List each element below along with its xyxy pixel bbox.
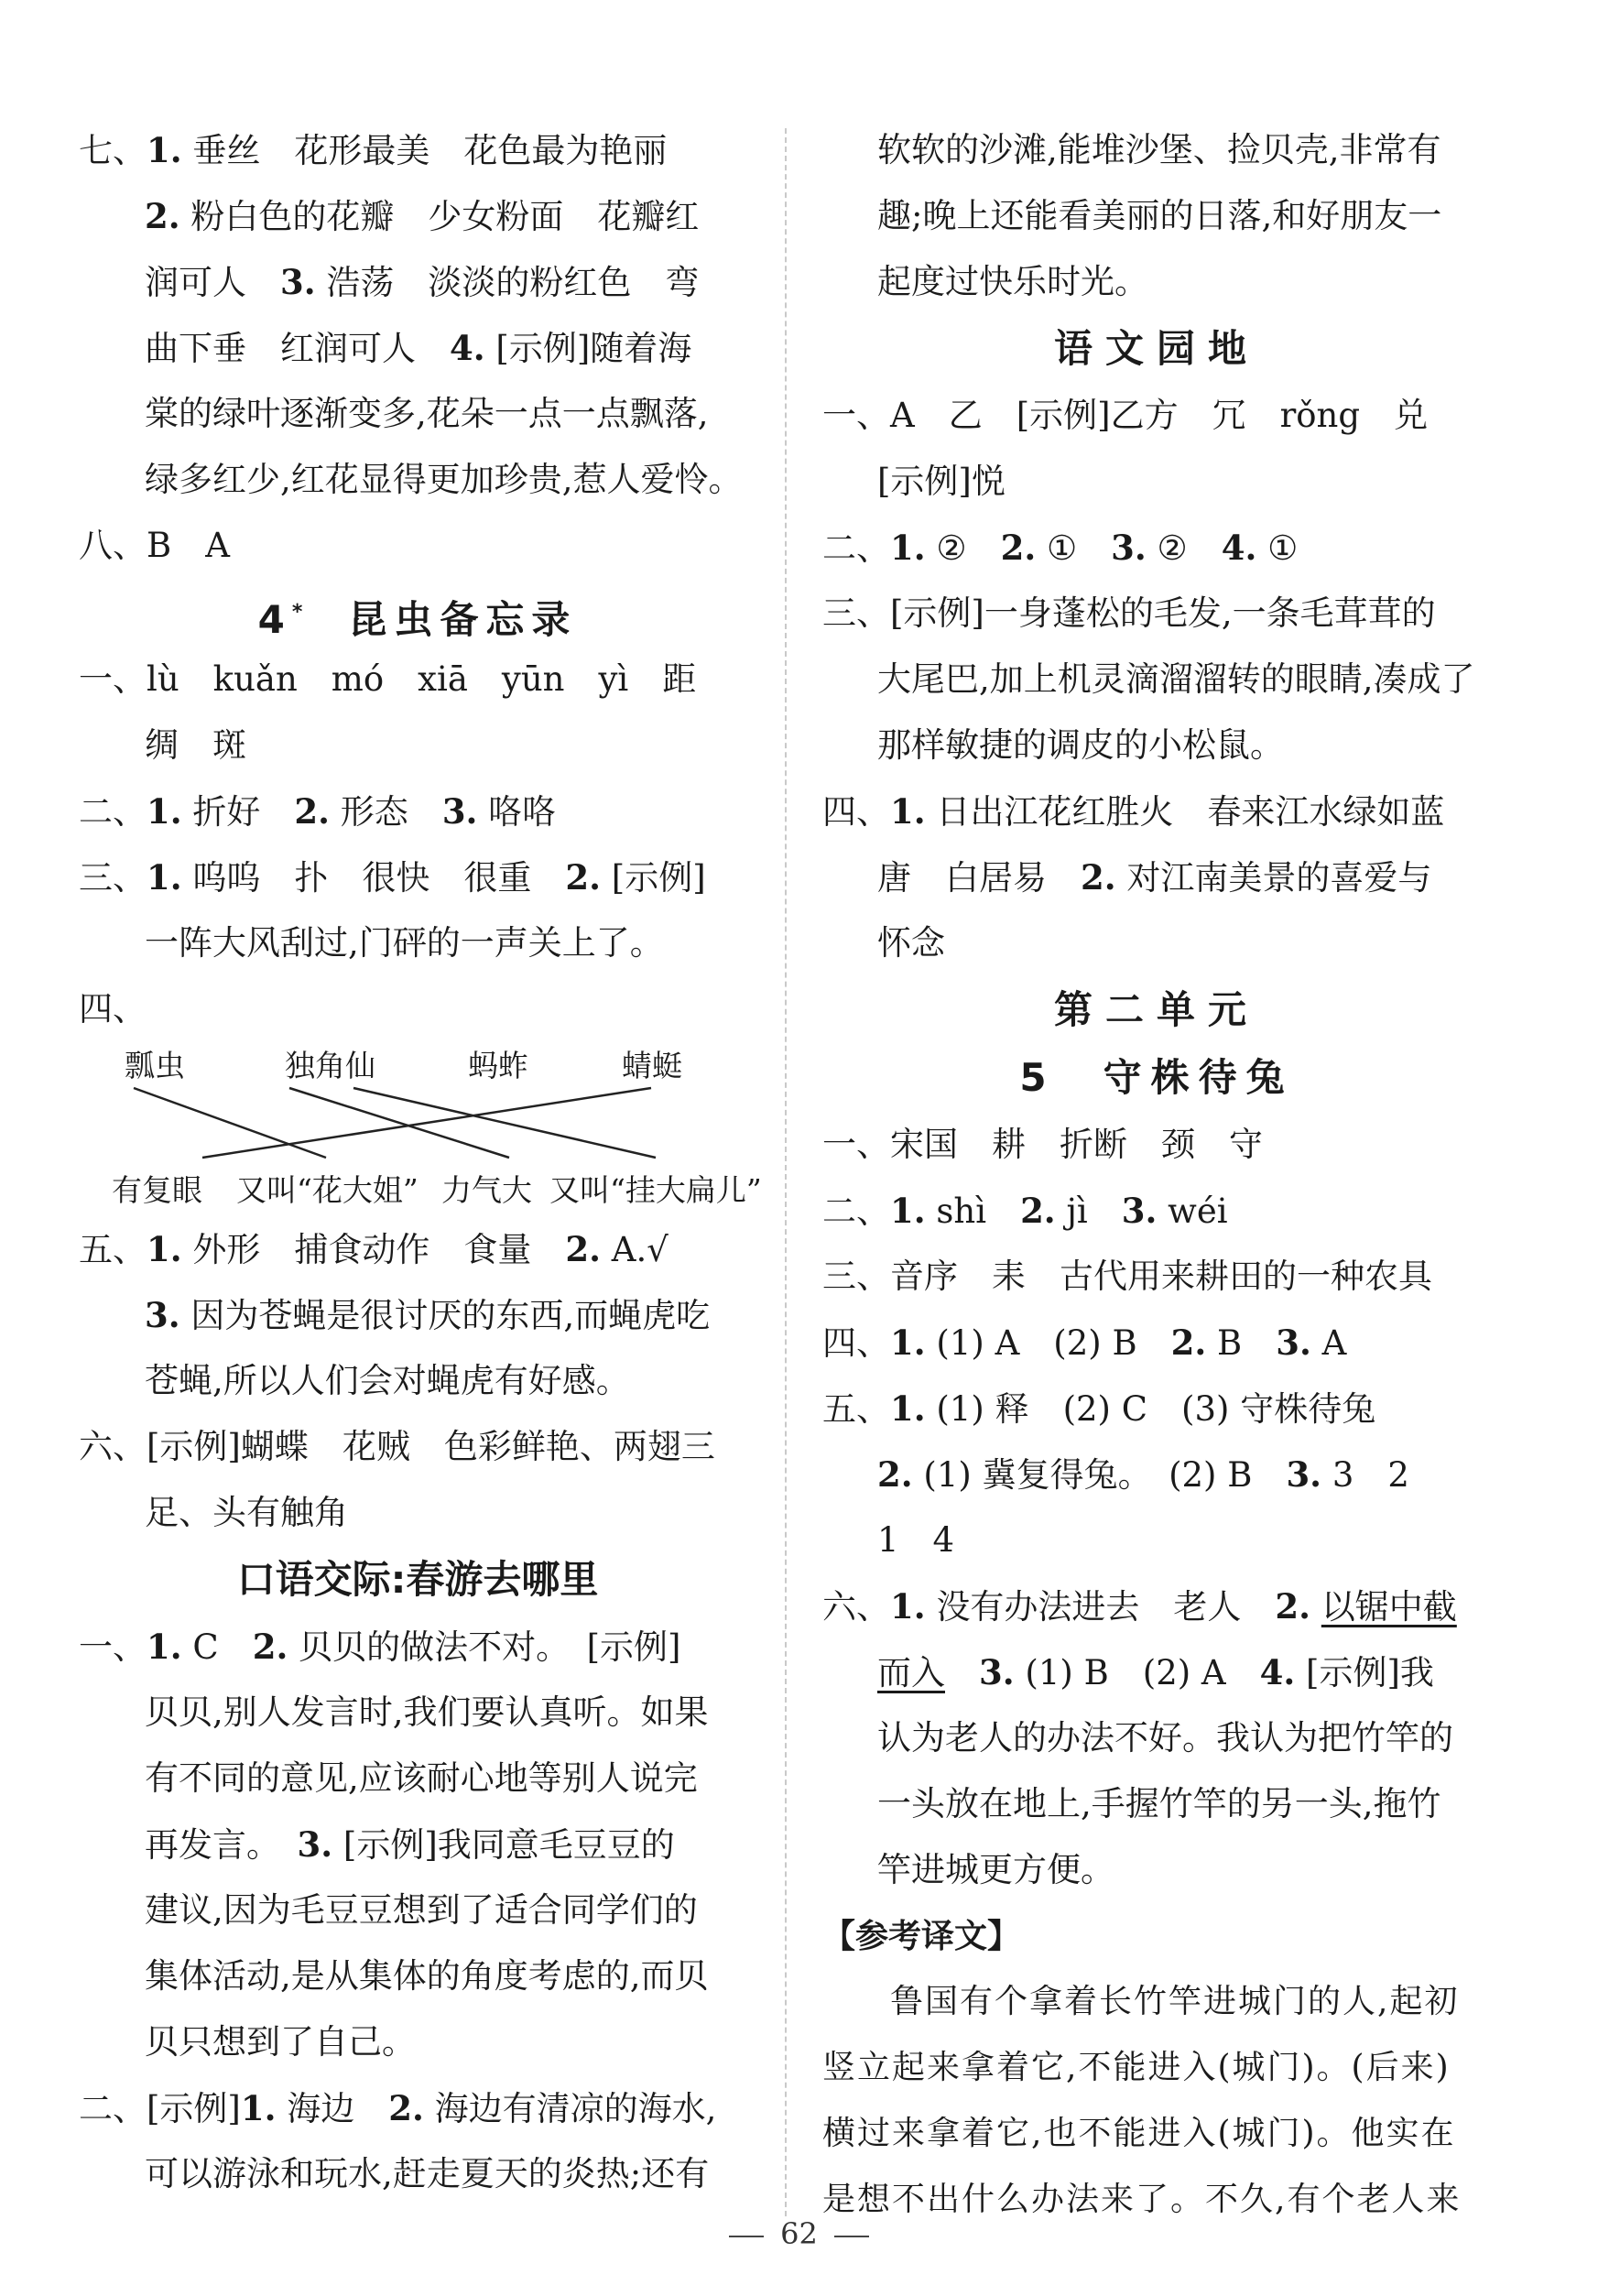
- answer-line: 再发言。 3. [示例]我同意毛豆豆的: [145, 1824, 675, 1865]
- answer-line: 一、1. C 2. 贝贝的做法不对。 [示例]: [79, 1627, 681, 1667]
- match-line: [134, 1088, 326, 1158]
- chinese-garden-title: 语文园地: [1053, 326, 1259, 371]
- match-bottom-item: 力气大: [441, 1172, 532, 1208]
- translation-line: 鲁国有个拿着长竹竿进城门的人,起初: [890, 1983, 1460, 2020]
- answer-line: 绿多红少,红花显得更加珍贵,惹人爱怜。: [145, 460, 743, 499]
- answer-line: 绸 斑: [145, 725, 246, 765]
- lesson-5-title: 5 守株待兔: [1019, 1055, 1294, 1100]
- answer-line: 五、1. (1) 释 (2) C (3) 守株待兔: [822, 1388, 1376, 1429]
- right-column: [822, 117, 1491, 2233]
- match-bottom-item: 有复眼: [112, 1172, 202, 1208]
- reference-translation-heading: 【参考译文】: [822, 1918, 1021, 1955]
- answer-line: 可以游泳和玩水,赶走夏天的炎热;还有: [145, 2154, 710, 2193]
- left-column: [79, 117, 762, 2207]
- answer-line: 三、[示例]一身蓬松的毛发,一条毛茸茸的: [822, 593, 1436, 633]
- match-top-item: 独角仙: [285, 1048, 375, 1083]
- answer-line: 竿进城更方便。: [877, 1850, 1114, 1889]
- answer-line: 四、1. 日出江花红胜火 春来江水绿如蓝: [822, 791, 1445, 832]
- oral-communication-title: 口语交际:春游去哪里: [236, 1557, 599, 1602]
- answer-line: 建议,因为毛豆豆想到了适合同学们的: [145, 1890, 698, 1930]
- unit-two-title: 第二单元: [1053, 987, 1259, 1032]
- answer-line: 四、: [79, 989, 147, 1028]
- answer-line: 有不同的意见,应该耐心地等别人说完: [145, 1758, 698, 1798]
- answer-line: 二、1. 折好 2. 形态 3. 咯咯: [79, 791, 557, 832]
- answer-line: 1 4: [877, 1520, 955, 1560]
- answer-line: 一、A 乙 [示例]乙方 冗 rǒng 兑: [822, 396, 1429, 435]
- answer-line: 一阵大风刮过,门砰的一声关上了。: [145, 923, 664, 963]
- answer-line: 八、B A: [79, 526, 230, 565]
- answer-line: 棠的绿叶逐渐变多,花朵一点一点飘落,: [145, 394, 709, 433]
- answer-line: 四、1. (1) A (2) B 2. B 3. A: [822, 1322, 1347, 1363]
- answer-line: 一、宋国 耕 折断 颈 守: [822, 1125, 1263, 1164]
- match-top-item: 蜻蜓: [622, 1048, 682, 1083]
- matching-diagram: [79, 1042, 762, 1216]
- column-divider: [785, 128, 787, 2216]
- match-bottom-item: 又叫“花大姐”: [236, 1172, 419, 1208]
- answer-line: 曲下垂 红润可人 4. [示例]随着海: [145, 328, 692, 368]
- answer-line: 起度过快乐时光。: [877, 262, 1148, 301]
- answer-line: 那样敏捷的调皮的小松鼠。: [877, 725, 1284, 765]
- answer-line: 七、1. 垂丝 花形最美 花色最为艳丽: [79, 130, 668, 170]
- answer-line: 唐 白居易 2. 对江南美景的喜爱与: [877, 857, 1432, 898]
- answer-line: 苍蝇,所以人们会对蝇虎有好感。: [145, 1361, 630, 1400]
- answer-line: 集体活动,是从集体的角度考虑的,而贝: [145, 1956, 709, 1996]
- page-number: 62: [780, 2216, 818, 2251]
- translation-line: 竖立起来拿着它,不能进入(城门)。(后来): [822, 2049, 1451, 2086]
- answer-line: 六、[示例]蝴蝶 花贼 色彩鲜艳、两翅三: [79, 1427, 715, 1466]
- answer-line: 二、1. ② 2. ① 3. ② 4. ①: [822, 528, 1299, 568]
- answer-line: 二、1. shì 2. jì 3. wéi: [822, 1191, 1228, 1231]
- answer-line: 二、[示例]1. 海边 2. 海边有清凉的海水,: [79, 2088, 717, 2128]
- footer-dash: [834, 2236, 869, 2237]
- answer-line: 贝只想到了自己。: [145, 2022, 416, 2062]
- match-line: [202, 1088, 651, 1158]
- answer-line: [示例]悦: [877, 462, 1006, 501]
- answer-line: 六、1. 没有办法进去 老人 2. 以锯中截: [822, 1586, 1457, 1627]
- answer-line: 足、头有触角: [145, 1493, 348, 1532]
- answer-line: 五、1. 外形 捕食动作 食量 2. A.√: [79, 1229, 669, 1269]
- translation-line: 是想不出什么办法来了。不久,有个老人来: [822, 2181, 1462, 2218]
- answer-line: 三、1. 呜呜 扑 很快 很重 2. [示例]: [79, 857, 706, 898]
- answer-line: 一、lù kuǎn mó xiā yūn yì 距: [79, 659, 697, 699]
- translation-line: 横过来拿着它,也不能进入(城门)。他实在: [822, 2115, 1456, 2152]
- answer-line: 2. 粉白色的花瓣 少女粉面 花瓣红: [145, 196, 700, 236]
- answer-line: 认为老人的办法不好。我认为把竹竿的: [877, 1718, 1453, 1757]
- answer-line: 而入 3. (1) B (2) A 4. [示例]我: [877, 1652, 1434, 1692]
- lesson-4-title: 4* 昆虫备忘录: [257, 597, 578, 642]
- answer-line: 一头放在地上,手握竹竿的另一头,拖竹: [877, 1784, 1441, 1823]
- match-top-item: 蚂蚱: [468, 1048, 528, 1083]
- answer-line: 趣;晚上还能看美丽的日落,和好朋友一: [877, 196, 1442, 235]
- answer-line: 软软的沙滩,能堆沙堡、捡贝壳,非常有: [877, 130, 1441, 169]
- page-footer: [0, 2216, 1598, 2251]
- answer-line: 大尾巴,加上机灵滴溜溜转的眼睛,凑成了: [877, 659, 1475, 699]
- answer-line: 怀念: [877, 923, 945, 963]
- answer-line: 2. (1) 冀复得兔。 (2) B 3. 3 2: [877, 1454, 1409, 1495]
- answer-line: 润可人 3. 浩荡 淡淡的粉红色 弯: [145, 262, 700, 302]
- answer-line: 三、音序 耒 古代用来耕田的一种农具: [822, 1257, 1432, 1296]
- match-bottom-item: 又叫“挂大扁儿”: [549, 1172, 762, 1208]
- answer-line: 贝贝,别人发言时,我们要认真听。如果: [145, 1692, 709, 1732]
- footer-dash: [729, 2236, 764, 2237]
- answer-line: 3. 因为苍蝇是很讨厌的东西,而蝇虎吃: [145, 1295, 711, 1335]
- match-top-item: 瓢虫: [125, 1048, 185, 1083]
